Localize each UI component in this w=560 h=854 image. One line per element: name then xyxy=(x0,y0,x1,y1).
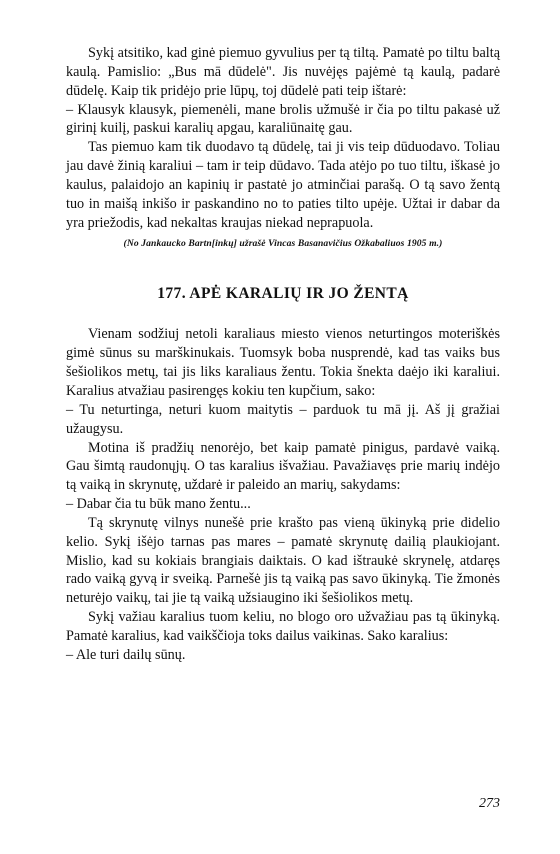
dialogue-line: – Klausyk klausyk, piemenėli, mane brolis užmušė ir čia po tiltu pakasė už girinį kuilį, paskui karalių apgau, karaliūnaitę gau. xyxy=(66,101,500,137)
dialogue-line: – Ale turi dailų sūnų. xyxy=(66,646,186,663)
page-body xyxy=(66,44,500,665)
story-section xyxy=(66,285,500,664)
paragraph: Sykį atsitiko, kad ginė piemuo gyvulius per tą tiltą. Pamatė po tiltu baltą kaulą. Pamislio: „Bus mā dūdelė". Jis nuvėjęs pajėmė tą kaulą, padarė dūdelę. Kaip tik pridėjo prie lūpų, toj dūdelė pati teip ištarė: xyxy=(66,45,500,99)
paragraph: Motina iš pradžių nenorėjo, bet kaip pamatė pinigus, pardavė vaiką. Gau šimtą raudonųjų. O tas karalius išvažiau. Pavažiavęs prie marių indėjo tą vaiką in skrynutę, uždarė ir paleido an marių, sakydams: xyxy=(66,439,500,494)
dialogue-line: – Tu neturtinga, neturi kuom maitytis – parduok tu mā jį. Aš jį gražiai užaugysu. xyxy=(66,401,500,437)
paragraph: Tas piemuo kam tik duodavo tą dūdelę, tai ji vis teip dūduodavo. Toliau jau davė žinią karaliui – tam ir teip dūdavo. Tada atėjo po tuo tiltu, iškasė jo kaulus, palaidojo an kapinių ir pastatė jo atminčiai parašą. O tą savo žentą tuo in maišą inkišo ir paskandino no to paties tilto upėje. Užtai ir dabar da yra priežodis, kad nekaltas kraujas niekad neprapuola. xyxy=(66,139,500,231)
paragraph: Sykį važiau karalius tuom keliu, no blogo oro užvažiau pas tą ūkinyką. Pamatė karalius, kad vaikščioja toks dailus vaikinas. Sako karalius: xyxy=(66,609,500,644)
dialogue-line: – Dabar čia tu būk mano žentu... xyxy=(66,496,251,513)
paragraph: Vienam sodžiuj netoli karaliaus miesto vienos neturtingos moteriškės gimė sūnus su marškinukais. Tuomsyk boba nusprendė, kad tas vaiks bus šešiolikos metų, tai jis liks karaliaus žentu. Tokia šnekta daėjo iki karaliui. Karalius atvažiau pasirengęs kokiu ten kupčium, sako: xyxy=(66,326,500,399)
page-number: 273 xyxy=(479,796,500,811)
paragraph: Tą skrynutę vilnys nunešė prie krašto pas vieną ūkinyką prie didelio kelio. Sykį išėjo tarnas pas mares – pamatė skrynutę dailią plaukiojant. Mislio, kad su kokiais brangiais daiktais. O kad ištraukė skrynelę, atdaręs rado vaiką gyvą ir sveiką. Parnešė jis tą vaiką pas savo ūkinyką. Tie žmonės neturėjo vaikų, tai jie tą vaiką užsiaugino iki šešiolikos metų. xyxy=(66,514,500,607)
story-title: 177. APĖ KARALIŲ IR JO ŽENTĄ xyxy=(157,285,409,303)
source-note: (No Jankaucko Bartn[inkų] užrašė Vincas Basanavičius Ožkabaliuos 1905 m.) xyxy=(123,238,443,250)
story-end-section xyxy=(66,44,500,249)
